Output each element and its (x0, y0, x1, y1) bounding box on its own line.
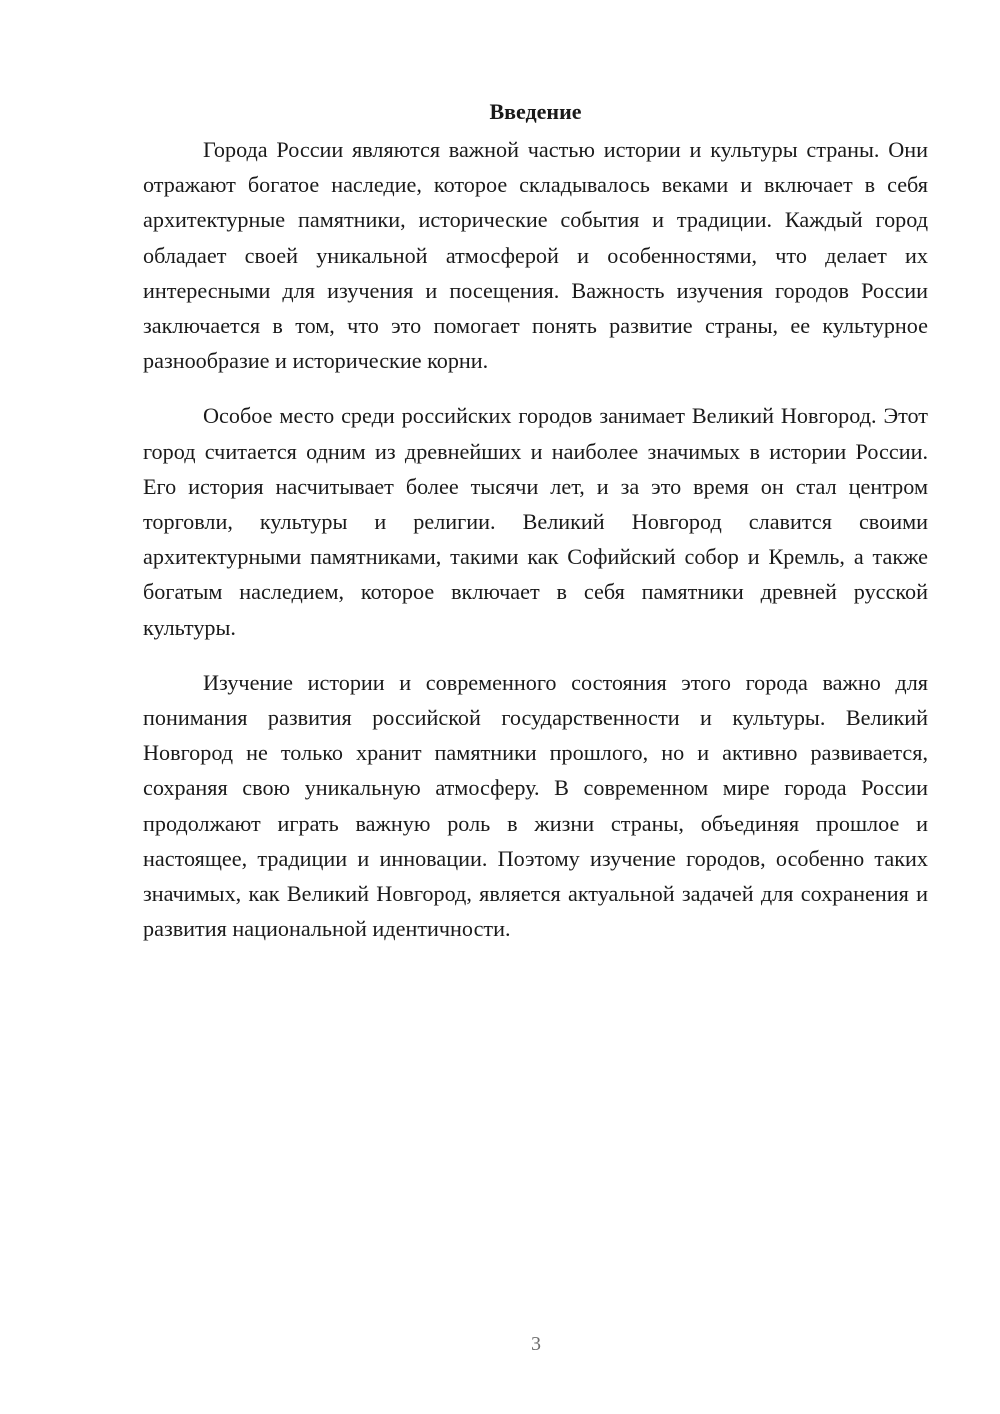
page-number: 3 (531, 1333, 541, 1355)
paragraph-2: Особое место среди российских городов занимает Великий Новгород. Этот город считается одним из древнейших и наиболее значимых в истории России. Его история насчитывает более тысячи лет, и за это время он стал центром торговли, культуры и религии. Великий Новгород славится своими архитектурными памятниками, такими как Софийский собор и Кремль, а также богатым наследием, которое включает в себя памятники древней русской культуры. (143, 403, 928, 640)
section-title: Введение (489, 99, 582, 124)
paragraph-1: Города России являются важной частью истории и культуры страны. Они отражают богатое наследие, которое складывалось веками и включает в себя архитектурные памятники, исторические события и традиции. Каждый город обладает своей уникальной атмосферой и особенностями, что делает их интересными для изучения и посещения. Важность изучения городов России заключается в том, что это помогает понять развитие страны, ее культурное разнообразие и исторические корни. (143, 137, 928, 374)
paragraph-3: Изучение истории и современного состояния этого города важно для понимания развития российской государственности и культуры. Великий Новгород не только хранит памятники прошлого, но и активно развивается, сохраняя свою уникальную атмосферу. В современном мире города России продолжают играть важную роль в жизни страны, объединяя прошлое и настоящее, традиции и инновации. Поэтому изучение городов, особенно таких значимых, как Великий Новгород, является актуальной задачей для сохранения и развития национальной идентичности. (143, 669, 928, 942)
page-content (143, 94, 928, 966)
